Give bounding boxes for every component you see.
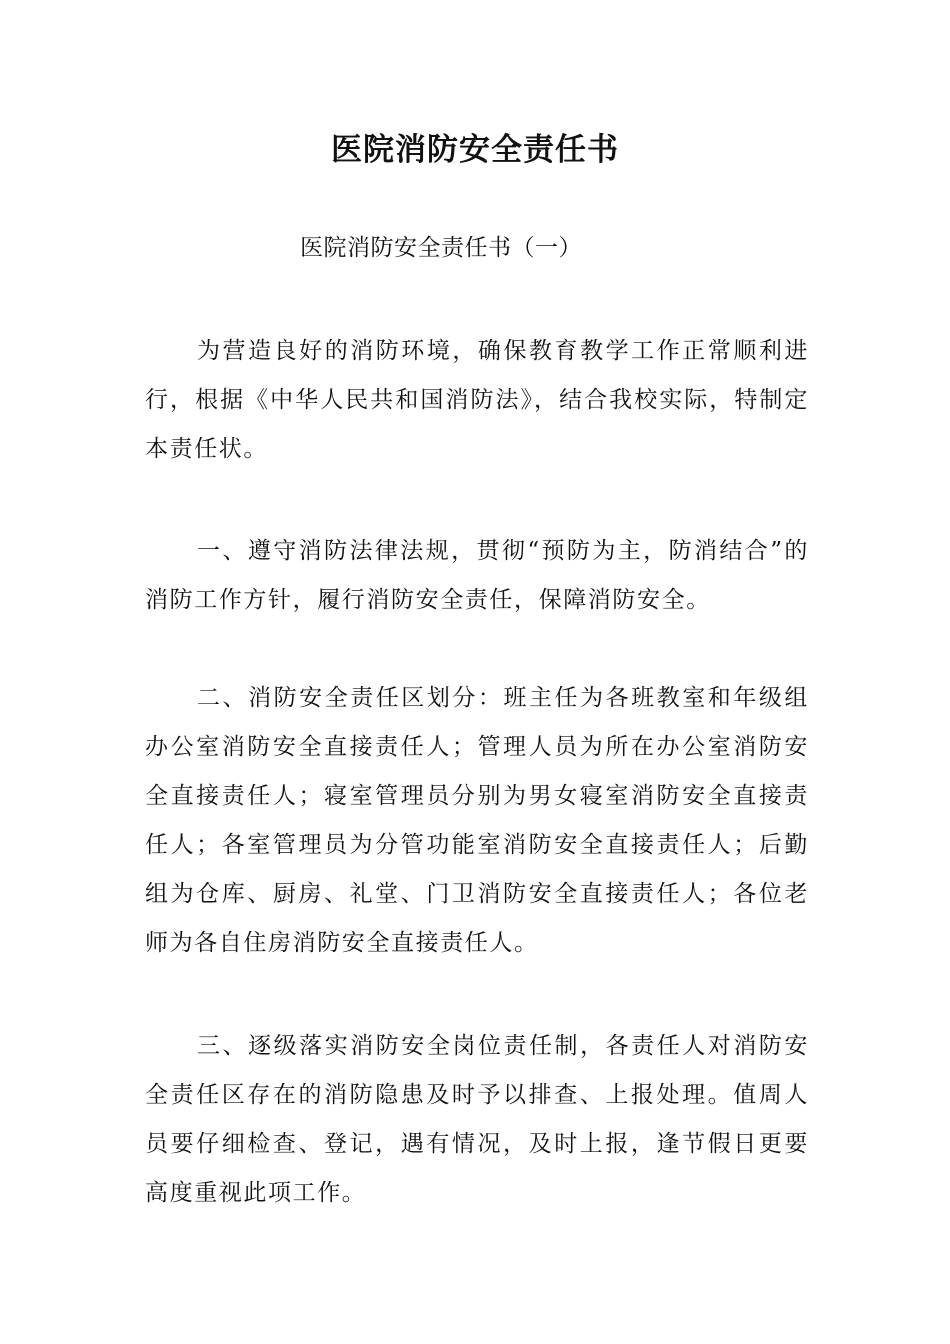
paragraph-clause-2: 二、消防安全责任区划分：班主任为各班教室和年级组办公室消防安全直接责任人；管理人员为所在办公室消防安全直接责任人；寝室管理员分别为男女寝室消防安全直接责任人；各室管理员为分管功能室消防安全直接责任人；后勤组为仓库、厨房、礼堂、门卫消防安全直接责任人；各位老师为各自住房消防安全直接责任人。 bbox=[145, 685, 809, 956]
paragraph-clause-1: 一、遵守消防法律法规，贯彻“预防为主，防消结合”的消防工作方针，履行消防安全责任，保障消防安全。 bbox=[145, 538, 809, 613]
document-title: 医院消防安全责任书 bbox=[331, 132, 619, 168]
document-subtitle: 医院消防安全责任书（一） bbox=[300, 235, 582, 261]
paragraph-intro: 为营造良好的消防环境，确保教育教学工作正常顺利进行，根据《中华人民共和国消防法》，结合我校实际，特制定本责任状。 bbox=[145, 338, 809, 462]
paragraph-clause-3: 三、逐级落实消防安全岗位责任制，各责任人对消防安全责任区存在的消防隐患及时予以排查、上报处理。值周人员要仔细检查、登记，遇有情况，及时上报，逢节假日更要高度重视此项工作。 bbox=[145, 1033, 809, 1206]
